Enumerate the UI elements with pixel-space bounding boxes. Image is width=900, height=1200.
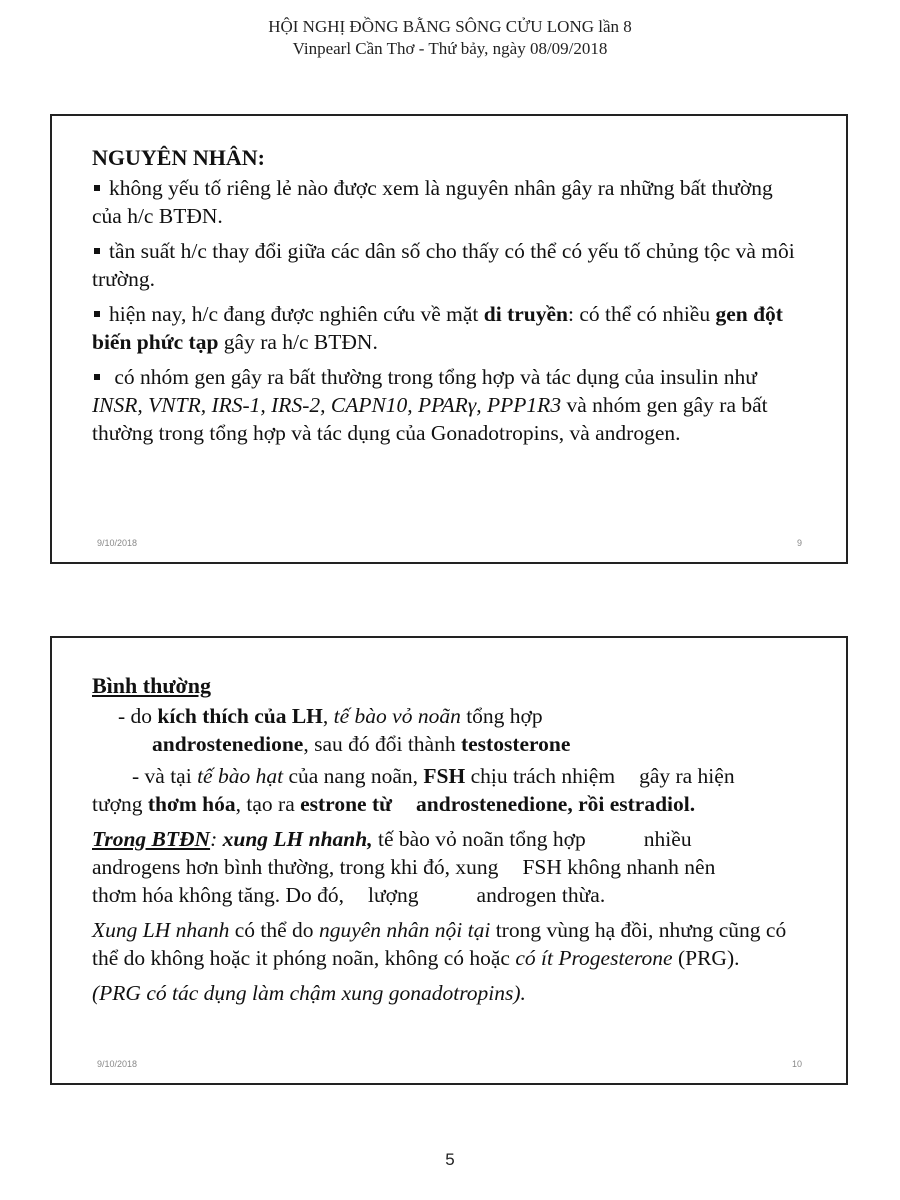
- text-line: - do kích thích của LH, tế bào vỏ noãn tổng hợp: [118, 704, 543, 728]
- text-paragraph: (PRG có tác dụng làm chậm xung gonadotropins).: [92, 981, 526, 1005]
- bullet-item: không yếu tố riêng lẻ nào được xem là nguyên nhân gây ra những bất thường của h/c BTĐN.: [92, 176, 773, 228]
- text-paragraph: - và tại tế bào hạt của nang noãn, FSH chịu trách nhiệm gây ra hiện tượng thơm hóa, tạo ra estrone từ androstenedione, rồi estradiol.: [92, 764, 735, 816]
- gene-list: INSR, VNTR, IRS-1, IRS-2, CAPN10, PPARγ, PPP1R3: [92, 393, 562, 417]
- slide-body: [92, 672, 806, 1014]
- slide-9: [50, 114, 848, 564]
- page-number: 5: [445, 1150, 455, 1169]
- square-bullet-icon: [94, 311, 100, 317]
- square-bullet-icon: [94, 185, 100, 191]
- slide-10: [50, 636, 848, 1085]
- slide-date: 9/10/2018: [97, 1059, 138, 1069]
- slide-title: Bình thường: [92, 673, 211, 698]
- page-header: [0, 16, 900, 60]
- bullet-item: có nhóm gen gây ra bất thường trong tổng hợp và tác dụng của insulin như INSR, VNTR, IRS-1, IRS-2, CAPN10, PPARγ, PPP1R3 và nhóm gen gây ra bất thường trong tổng hợp và tác dụng của Gonadotropins, và androgen.: [92, 365, 768, 445]
- conference-venue-date: Vinpearl Cần Thơ - Thứ bảy, ngày 08/09/2018: [292, 39, 608, 58]
- slide-title: NGUYÊN NHÂN:: [92, 145, 265, 170]
- square-bullet-icon: [94, 248, 100, 254]
- text-paragraph: Xung LH nhanh có thể do nguyên nhân nội tại trong vùng hạ đồi, nhưng cũng có thể do không hoặc it phóng noãn, không có hoặc có ít Progesterone (PRG).: [92, 918, 787, 970]
- bullet-item: hiện nay, h/c đang được nghiên cứu về mặt di truyền: có thể có nhiều gen đột biến phức tạp gây ra h/c BTĐN.: [92, 302, 783, 354]
- text-line: androstenedione, sau đó đổi thành testosterone: [152, 732, 571, 756]
- bullet-item: tần suất h/c thay đổi giữa các dân số cho thấy có thể có yếu tố chủng tộc và môi trường.: [92, 239, 795, 291]
- slide-number: 10: [791, 1059, 802, 1069]
- slide-date: 9/10/2018: [97, 538, 138, 548]
- slide-body: [92, 144, 806, 454]
- square-bullet-icon: [94, 374, 100, 380]
- conference-title: HỘI NGHỊ ĐỒNG BẰNG SÔNG CỬU LONG lần 8: [268, 17, 632, 36]
- text-paragraph: Trong BTĐN: xung LH nhanh, tế bào vỏ noãn tổng hợp nhiều androgens hơn bình thường, trong khi đó, xung FSH không nhanh nên thơm hóa không tăng. Do đó, lượng androgen thừa.: [92, 827, 716, 907]
- slide-number: 9: [796, 538, 802, 548]
